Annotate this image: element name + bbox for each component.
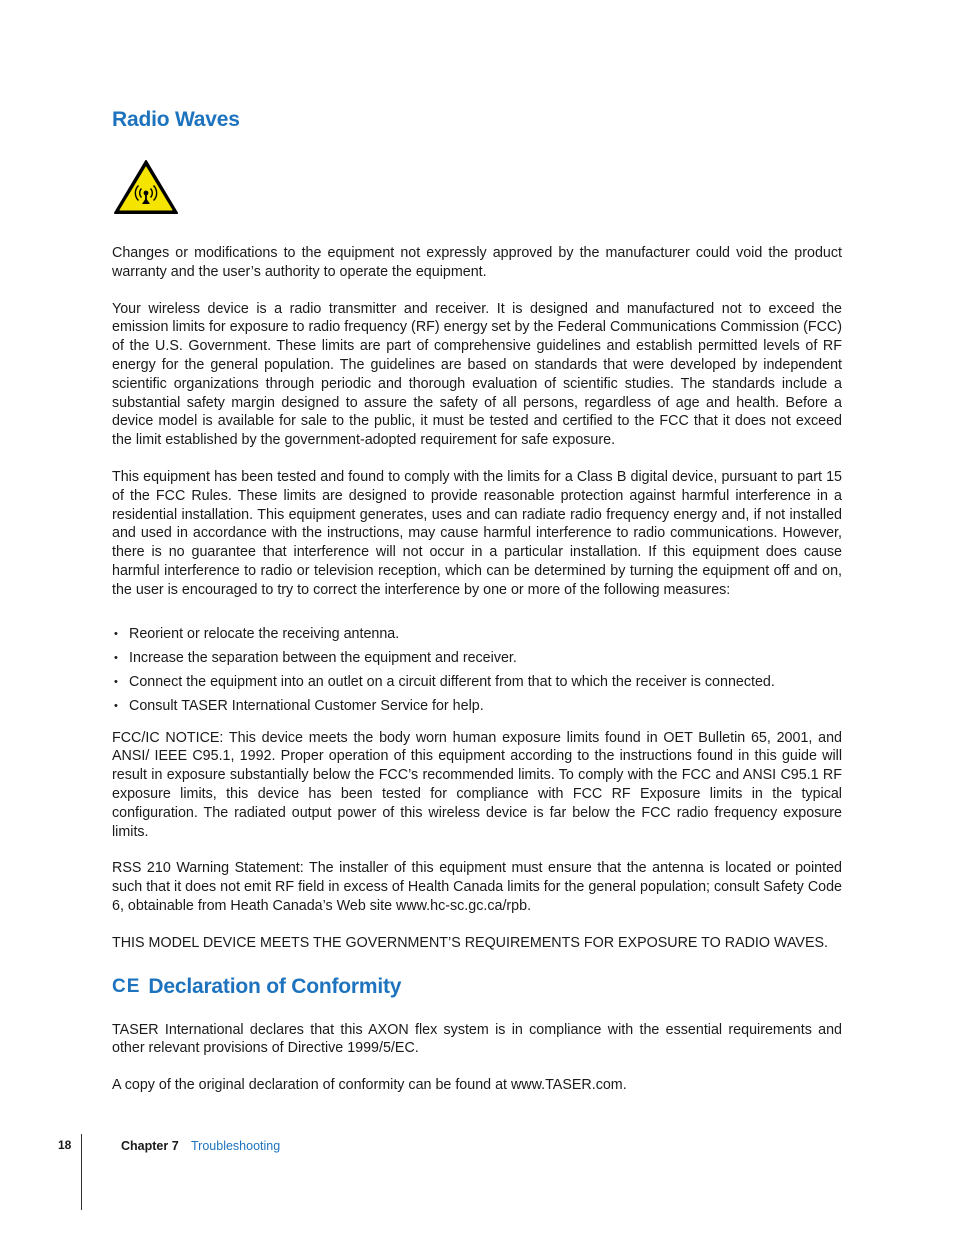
- conformity-heading-row: [112, 973, 842, 1001]
- footer-divider: [81, 1134, 82, 1210]
- list-item-text: Connect the equipment into an outlet on a circuit different from that to which the receiver is connected.: [129, 673, 775, 690]
- conformity-heading: Declaration of Conformity: [148, 974, 402, 998]
- list-item: [112, 649, 842, 668]
- class-b-paragraph: This equipment has been tested and found to comply with the limits for a Class B digital device, pursuant to part 15 of the FCC Rules. These limits are designed to provide reasonable protection against harmful interference in a residential installation. This equipment generates, uses and can radiate radio frequency energy and, if not installed and used in accordance with the instructions, may cause harmful interference to radio communications. However, there is no guarantee that interference will not occur in a particular installation. If this equipment does cause harmful interference to radio or television reception, which can be determined by turning the equipment off and on, the user is encouraged to try to correct the interference by one or more of the following measures:: [112, 468, 842, 598]
- measures-list: [112, 625, 842, 716]
- model-device-statement: THIS MODEL DEVICE MEETS THE GOVERNMENT’S REQUIREMENTS FOR EXPOSURE TO RADIO WAVES.: [112, 934, 829, 951]
- bullet-symbol: •: [114, 651, 118, 664]
- bullet-symbol: •: [114, 675, 118, 688]
- declaration-paragraph: TASER International declares that this AXON flex system is in compliance with the essential requirements and other relevant provisions of Directive 1999/5/EC.: [112, 1021, 842, 1057]
- footer-chapter: Chapter 7: [121, 1139, 179, 1153]
- ce-mark-icon: CE: [112, 975, 141, 997]
- list-item-text: Consult TASER International Customer Service for help.: [129, 697, 484, 714]
- rss-210-paragraph: RSS 210 Warning Statement: The installer of this equipment must ensure that the antenna is located or pointed such that it does not emit RF field in excess of Health Canada limits for the general population; consult Safety Code 6, obtainable from Heath Canada’s Web site www.hc-sc.gc.ca/rpb.: [112, 860, 842, 914]
- list-item: [112, 673, 842, 692]
- bullet-symbol: •: [114, 627, 118, 640]
- list-item-text: Reorient or relocate the receiving antenna.: [129, 625, 400, 642]
- list-item-text: Increase the separation between the equipment and receiver.: [129, 649, 517, 666]
- fcc-ic-notice-paragraph: FCC/IC NOTICE: This device meets the body worn human exposure limits found in OET Bulletin 65, 2001, and ANSI/ IEEE C95.1, 1992. Proper operation of this equipment according to the instructions found in this guide will result in exposure substantially below the FCC’s recommended limits. To comply with the FCC and ANSI C95.1 RF exposure limits, this device has been tested for compliance with FCC RF Exposure limits in the typical configuration. The radiated output power of this wireless device is far below the FCC radio frequency exposure limits.: [112, 729, 842, 840]
- radio-waves-heading: Radio Waves: [112, 108, 240, 131]
- rf-warning-icon: [112, 158, 180, 216]
- bullet-symbol: •: [114, 699, 118, 712]
- list-item: [112, 697, 842, 716]
- list-item: [112, 625, 842, 644]
- declaration-copy-paragraph: A copy of the original declaration of conformity can be found at www.TASER.com.: [112, 1077, 627, 1094]
- page-content: [112, 106, 842, 1095]
- wireless-device-paragraph: Your wireless device is a radio transmitter and receiver. It is designed and manufactured not to exceed the emission limits for exposure to radio frequency (RF) energy set by the Federal Communications Commission (FCC) of the U.S. Government. These limits are part of comprehensive guidelines and establish permitted levels of RF energy for the general population. The guidelines are based on standards that were developed by independent scientific organizations through periodic and thorough evaluation of scientific studies. The standards include a substantial safety margin designed to assure the safety of all persons, regardless of age and health. Before a device model is available for sale to the public, it must be tested and certified to the FCC that it does not exceed the limit established by the government-adopted requirement for safe exposure.: [112, 300, 842, 449]
- page-number: 18: [58, 1138, 72, 1152]
- modifications-paragraph: Changes or modifications to the equipment not expressly approved by the manufacturer could void the product warranty and the user’s authority to operate the equipment.: [112, 245, 842, 280]
- footer-section-link[interactable]: Troubleshooting: [191, 1139, 281, 1153]
